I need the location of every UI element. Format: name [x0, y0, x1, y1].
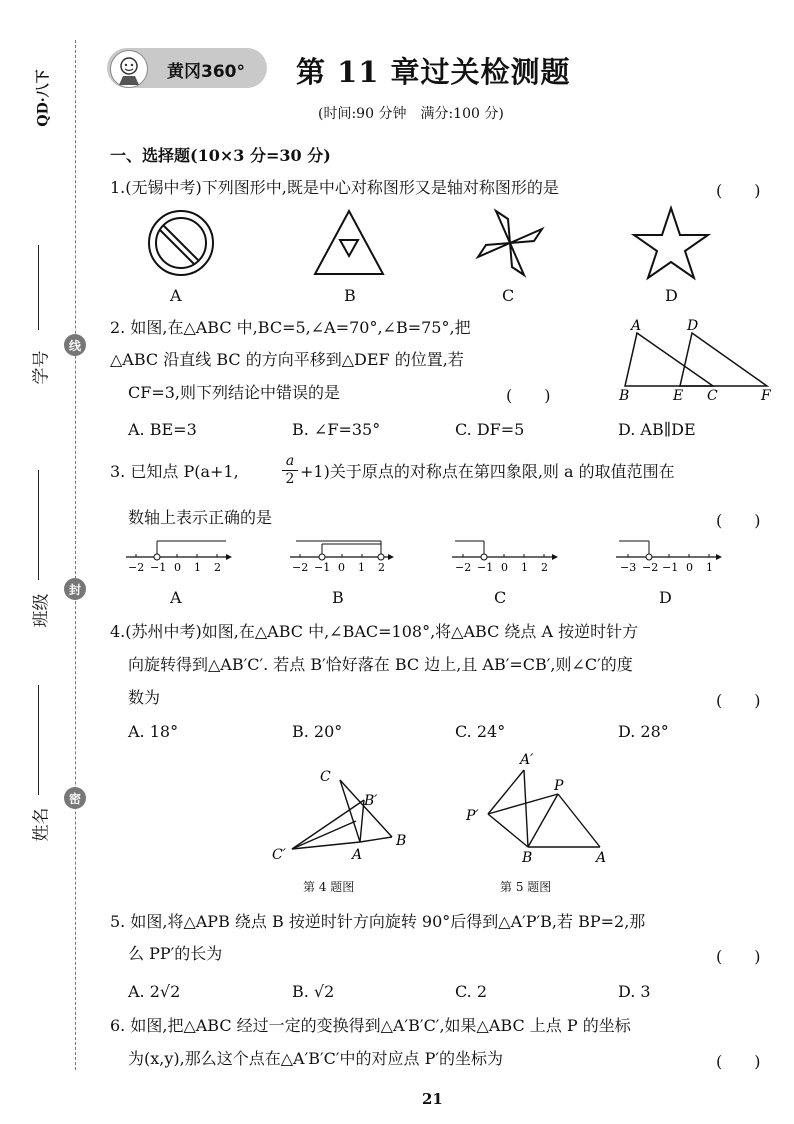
svg-text:−2: −2 — [455, 561, 472, 574]
question-2-figure — [615, 318, 785, 404]
svg-text:1: 1 — [194, 561, 201, 574]
q5-option-b: B. √2 — [292, 982, 335, 1001]
q2-fig-label-b: B — [619, 388, 630, 404]
q4-fig-label-b: B — [396, 833, 407, 849]
student-no-label: 学号 — [31, 350, 52, 385]
seal-seal: 封 — [64, 578, 86, 600]
page-title: 第 11 章过关检测题 — [296, 55, 571, 89]
q2-option-d: D. AB∥DE — [618, 420, 696, 439]
question-2-line1: 2. 如图,在△ABC 中,BC=5,∠A=70°,∠B=75°,把 — [110, 318, 471, 337]
seal-secret: 密 — [64, 787, 86, 809]
svg-text:−1: −1 — [150, 561, 167, 574]
number-line-a — [126, 541, 232, 574]
q2-fig-label-c: C — [707, 388, 718, 404]
svg-text:1: 1 — [706, 561, 713, 574]
name-label: 姓名 — [31, 807, 52, 842]
q2-fig-label-a: A — [631, 318, 642, 334]
q4-option-d: D. 28° — [618, 722, 669, 741]
q5-option-d: D. 3 — [618, 982, 651, 1001]
q1-label-d: D — [665, 286, 678, 305]
pinwheel-figure — [478, 211, 542, 275]
question-1-figures — [0, 205, 794, 285]
question-3-number-lines — [0, 535, 794, 575]
q3-fraction-den: 2 — [282, 470, 298, 488]
q5-fig-label-p: P — [554, 778, 564, 794]
svg-text:−1: −1 — [662, 561, 679, 574]
question-3-line1a: 3. 已知点 P(a+1, — [110, 462, 239, 481]
question-1-text: 1.(无锡中考)下列图形中,既是中心对称图形又是轴对称图形的是 — [110, 178, 559, 197]
question-4-figure — [270, 765, 430, 875]
q2-fig-label-e: E — [673, 388, 684, 404]
svg-text:1: 1 — [358, 561, 365, 574]
q3-fraction-num: a — [285, 453, 295, 469]
q2-option-c: C. DF=5 — [455, 420, 525, 439]
no-entry-circle-figure — [149, 211, 213, 275]
svg-text:−2: −2 — [292, 561, 309, 574]
svg-text:−3: −3 — [620, 561, 637, 574]
q5-fig-label-aprime: A′ — [520, 752, 534, 768]
svg-text:0: 0 — [338, 561, 345, 574]
number-line-d — [616, 541, 722, 574]
svg-text:−1: −1 — [314, 561, 331, 574]
q4-option-c: C. 24° — [455, 722, 506, 741]
q1-label-c: C — [502, 286, 515, 305]
q5-fig-label-b: B — [522, 850, 533, 866]
q4-option-b: B. 20° — [292, 722, 343, 741]
number-line-c — [452, 541, 558, 574]
figure-5-caption: 第 5 题图 — [500, 880, 552, 894]
q4-fig-label-cprime: C′ — [272, 847, 286, 863]
answer-blank-3[interactable]: ( ) — [716, 511, 761, 530]
question-4-line2: 向旋转得到△AB′C′. 若点 B′恰好落在 BC 边上,且 AB′=CB′,则∠C′的度 — [128, 655, 633, 674]
q2-fig-label-d: D — [687, 318, 699, 334]
q1-label-a: A — [170, 286, 182, 305]
answer-blank-5[interactable]: ( ) — [716, 947, 761, 966]
figure-4-caption: 第 4 题图 — [303, 880, 355, 894]
question-4-line3: 数为 — [128, 688, 161, 707]
question-3-line2: 数轴上表示正确的是 — [128, 508, 273, 527]
q3-label-d: D — [659, 588, 672, 607]
svg-text:0: 0 — [686, 561, 693, 574]
q1-label-b: B — [344, 286, 356, 305]
answer-blank-4[interactable]: ( ) — [716, 691, 761, 710]
name-field[interactable] — [38, 685, 39, 795]
q5-fig-label-a: A — [596, 850, 607, 866]
q2-option-b: B. ∠F=35° — [292, 420, 381, 439]
q3-label-b: B — [332, 588, 344, 607]
question-5-figure — [462, 752, 632, 866]
q4-option-a: A. 18° — [128, 722, 179, 741]
brand-logo — [107, 48, 267, 88]
q3-label-c: C — [494, 588, 507, 607]
triangle-figure — [315, 211, 383, 274]
question-2-line2: △ABC 沿直线 BC 的方向平移到△DEF 的位置,若 — [110, 350, 464, 369]
question-3-line1b: +1)关于原点的对称点在第四象限,则 a 的取值范围在 — [300, 462, 675, 481]
question-4-line1: 4.(苏州中考)如图,在△ABC 中,∠BAC=108°,将△ABC 绕点 A 按逆时针方 — [110, 622, 639, 641]
q4-fig-label-c: C — [320, 769, 331, 785]
number-line-b — [290, 541, 394, 574]
page-number: 21 — [422, 1090, 443, 1108]
logo-text: 黄冈360° — [167, 62, 245, 82]
answer-blank-6[interactable]: ( ) — [716, 1052, 761, 1071]
question-2-line3: CF=3,则下列结论中错误的是 — [128, 383, 341, 402]
class-label: 班级 — [31, 593, 52, 628]
q5-fig-label-pprime: P′ — [466, 808, 479, 824]
svg-text:2: 2 — [214, 561, 221, 574]
question-5-line1: 5. 如图,将△APB 绕点 B 按逆时针方向旋转 90°后得到△A′P′B,若 BP=2,那 — [110, 912, 646, 931]
question-6-line2: 为(x,y),那么这个点在△A′B′C′中的对应点 P′的坐标为 — [128, 1049, 503, 1068]
svg-text:0: 0 — [174, 561, 181, 574]
answer-blank-1[interactable]: ( ) — [716, 181, 761, 200]
q5-option-c: C. 2 — [455, 982, 488, 1001]
q3-label-a: A — [170, 588, 182, 607]
svg-text:0: 0 — [501, 561, 508, 574]
question-5-line2: 么 PP′的长为 — [128, 944, 223, 963]
svg-text:2: 2 — [378, 561, 385, 574]
section-heading: 一、选择题(10×3 分=30 分) — [110, 146, 331, 165]
svg-text:−2: −2 — [642, 561, 659, 574]
book-code: QD·八下 — [35, 69, 52, 127]
mascot-icon — [110, 50, 148, 88]
q4-fig-label-a: A — [352, 847, 363, 863]
star-figure — [634, 208, 708, 278]
q2-fig-label-f: F — [761, 388, 771, 404]
svg-text:−2: −2 — [128, 561, 145, 574]
seal-line: 线 — [64, 334, 86, 356]
q3-fraction — [282, 453, 298, 488]
q2-option-a: A. BE=3 — [128, 420, 197, 439]
svg-text:2: 2 — [541, 561, 548, 574]
svg-text:1: 1 — [521, 561, 528, 574]
svg-text:−1: −1 — [477, 561, 494, 574]
q5-option-a: A. 2√2 — [128, 982, 181, 1001]
answer-blank-2[interactable]: ( ) — [506, 386, 551, 405]
question-6-line1: 6. 如图,把△ABC 经过一定的变换得到△A′B′C′,如果△ABC 上点 P 的坐标 — [110, 1016, 631, 1035]
q4-fig-label-bprime: B′ — [364, 793, 378, 809]
page-subtitle: (时间:90 分钟 满分:100 分) — [318, 106, 504, 122]
